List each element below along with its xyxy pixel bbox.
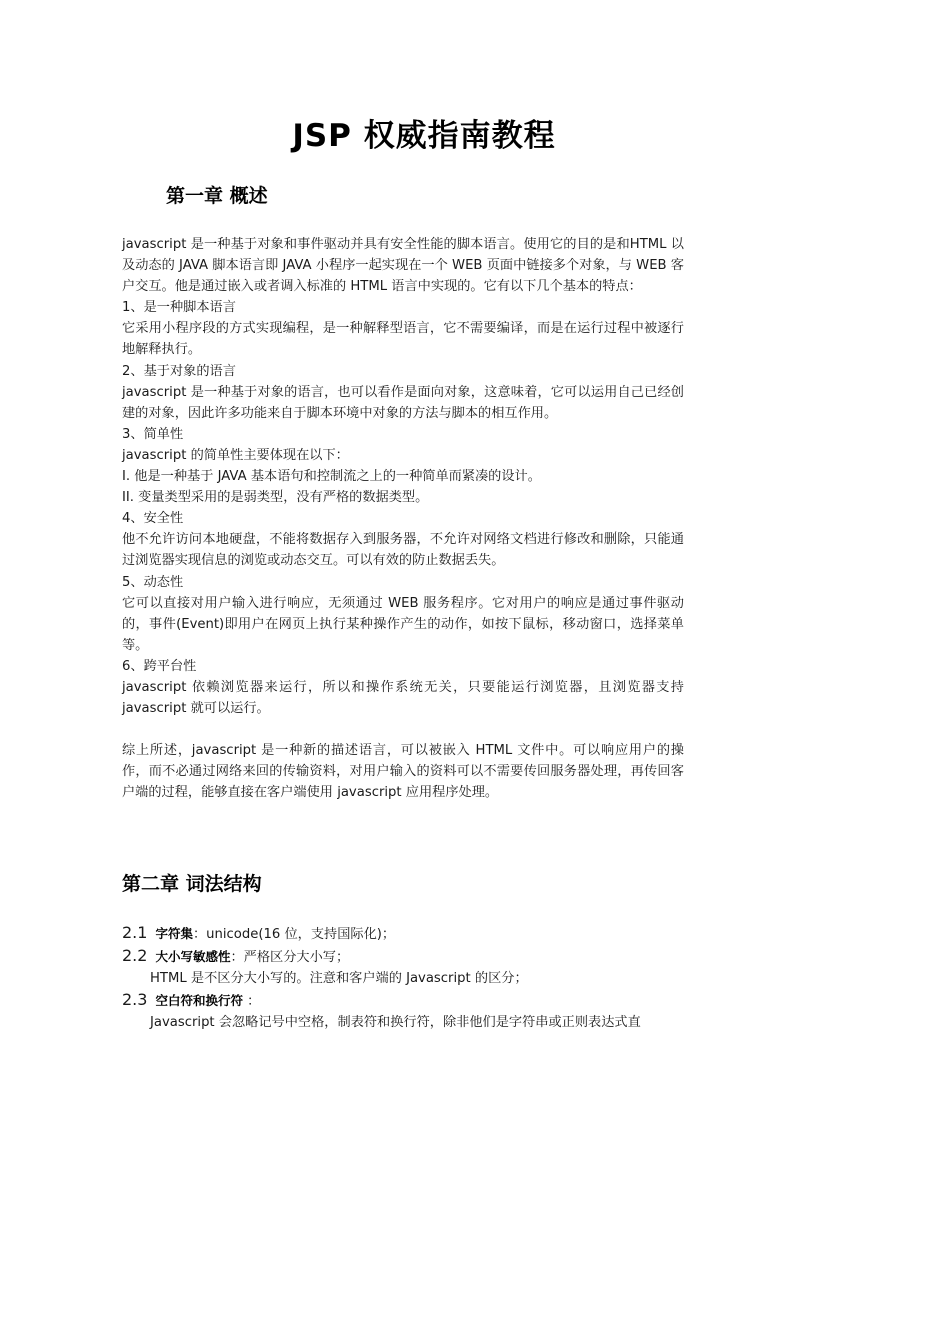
section-separator: ： <box>242 994 261 1009</box>
feature-1-heading: 1、是一种脚本语言 <box>122 300 236 316</box>
chapter-2-heading: 第二章 词法结构 <box>122 873 262 895</box>
section-title: 空白符和换行符 <box>155 993 243 1008</box>
section-separator: ： <box>192 927 207 942</box>
feature-4-heading: 4、安全性 <box>122 511 184 527</box>
feature-3-heading: 3、简单性 <box>122 426 184 442</box>
section-text: 严格区分大小写； <box>243 950 350 965</box>
feature-6-text: javascript 依赖浏览器来运行，所以和操作系统无关，只要能运行浏览器，且浏览器支持javascript 就可以运行。 <box>122 679 684 717</box>
chapter-2-sections <box>122 922 684 1033</box>
section-2-3-detail: Javascript 会忽略记号中空格，制表符和换行符，除非他们是字符串或正则表达式直 <box>150 1015 641 1030</box>
chapter-1-body <box>122 234 684 803</box>
section-2-2-detail: HTML 是不区分大小写的。注意和客户端的 Javascript 的区分； <box>150 971 528 986</box>
summary-paragraph: 综上所述，javascript 是一种新的描述语言，可以被嵌入 HTML 文件中。可以响应用户的操作，而不必通过网络来回的传输资料，对用户输入的资料可以不需要传回服务器处理，再传回客户端的过程，能够直接在客户端使用 javascript 应用程序处理。 <box>122 743 684 801</box>
feature-3-point-2: II. 变量类型采用的是弱类型，没有严格的数据类型。 <box>122 490 429 506</box>
section-title: 字符集 <box>155 926 193 941</box>
section-text: unicode(16 位，支持国际化)； <box>206 927 396 942</box>
feature-4-text: 他不允许访问本地硬盘，不能将数据存入到服务器，不允许对网络文档进行修改和删除，只能通过浏览器实现信息的浏览或动态交互。可以有效的防止数据丢失。 <box>122 532 684 569</box>
chapter-1-heading: 第一章 概述 <box>166 185 268 207</box>
paragraph-gap <box>122 719 684 740</box>
feature-5-text: 它可以直接对用户输入进行响应，无须通过 WEB 服务程序。它对用户的响应是通过事件驱动的，事件(Event)即用户在网页上执行某种操作产生的动作，如按下鼠标，移动窗口，选择菜单等。 <box>122 595 684 653</box>
feature-5-heading: 5、动态性 <box>122 574 184 590</box>
document-title: JSP 权威指南教程 <box>292 118 556 154</box>
section-number: 2.3 <box>122 990 148 1009</box>
feature-3-point-1: I. 他是一种基于 JAVA 基本语句和控制流之上的一种简单而紧凑的设计。 <box>122 469 541 485</box>
section-2-2 <box>122 945 684 968</box>
feature-3-text: javascript 的简单性主要体现在以下： <box>122 447 349 463</box>
feature-2-heading: 2、基于对象的语言 <box>122 363 236 379</box>
section-2-1 <box>122 922 684 945</box>
intro-paragraph: javascript 是一种基于对象和事件驱动并具有安全性能的脚本语言。使用它的目的是和HTML 以及动态的 JAVA 脚本语言即 JAVA 小程序一起实现在一个 WEB 页面中链接多个对象，与 WEB 客户交互。他是通过嵌入或者调入标准的 HTML 语言中实现的。它有以下几个基本的特点： <box>122 237 684 295</box>
section-2-3 <box>122 989 684 1012</box>
feature-6-heading: 6、跨平台性 <box>122 658 197 674</box>
section-number: 2.2 <box>122 946 148 965</box>
section-separator: ： <box>230 950 244 965</box>
feature-1-text: 它采用小程序段的方式实现编程，是一种解释型语言，它不需要编译，而是在运行过程中被逐行地解释执行。 <box>122 321 684 358</box>
section-number: 2.1 <box>122 923 148 942</box>
section-title: 大小写敏感性 <box>155 949 231 964</box>
feature-2-text: javascript 是一种基于对象的语言，也可以看作是面向对象，这意味着，它可以运用自己已经创建的对象，因此许多功能来自于脚本环境中对象的方法与脚本的相互作用。 <box>122 384 684 421</box>
